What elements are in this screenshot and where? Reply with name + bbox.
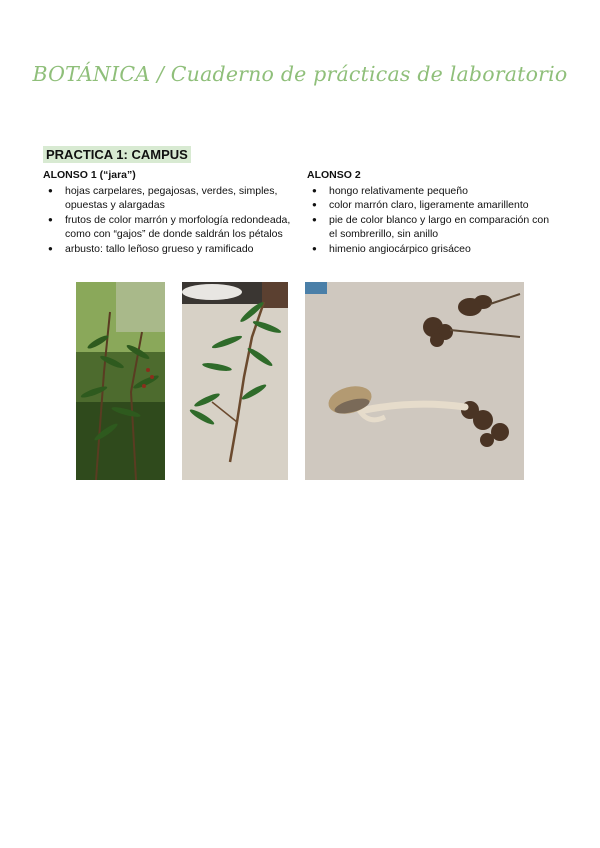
right-column-heading: ALONSO 2 bbox=[307, 169, 361, 181]
left-column bbox=[43, 168, 291, 256]
list-item: ● arbusto: tallo leñoso grueso y ramificado bbox=[43, 242, 291, 257]
photo-shrub-outdoors bbox=[76, 282, 165, 480]
photo-branch-on-table bbox=[182, 282, 288, 480]
page-title: BOTÁNICA / Cuaderno de prácticas de laboratorio bbox=[32, 62, 568, 86]
left-bullet-list bbox=[43, 184, 291, 257]
list-item: ● hongo relativamente pequeño bbox=[307, 184, 557, 199]
list-item: ● hojas carpelares, pegajosas, verdes, simples, opuestas y alargadas bbox=[43, 184, 291, 213]
photo-mushrooms bbox=[305, 282, 524, 480]
right-column bbox=[307, 168, 557, 256]
list-item: ● color marrón claro, ligeramente amarillento bbox=[307, 198, 557, 213]
list-item: ● pie de color blanco y largo en comparación con el sombrerillo, sin anillo bbox=[307, 213, 557, 242]
left-column-heading: ALONSO 1 (“jara”) bbox=[43, 169, 136, 181]
list-item: ● himenio angiocárpico grisáceo bbox=[307, 242, 557, 257]
list-item: ● frutos de color marrón y morfología redondeada, como con “gajos” de donde saldrán los pétalos bbox=[43, 213, 291, 242]
section-heading: PRACTICA 1: CAMPUS bbox=[43, 146, 191, 163]
right-bullet-list bbox=[307, 184, 557, 257]
